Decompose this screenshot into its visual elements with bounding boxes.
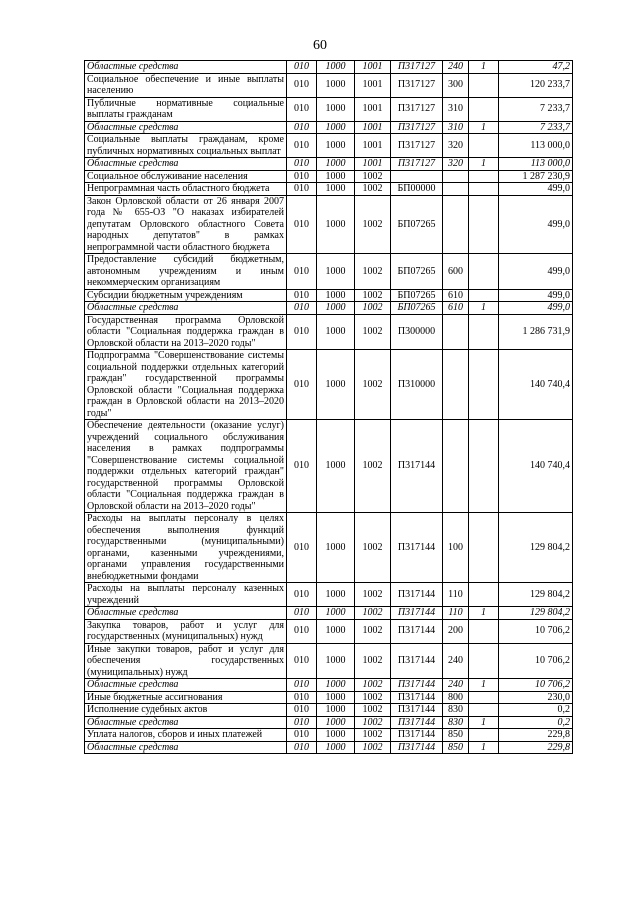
page-number: 60 [313, 38, 327, 53]
expense-type-code: 830 [443, 704, 469, 717]
subsection-code: 1002 [355, 314, 391, 350]
amount: 499,0 [499, 289, 573, 302]
amount: 10 706,2 [499, 679, 573, 692]
section-code: 1000 [317, 254, 355, 290]
amount: 229,8 [499, 729, 573, 742]
subsection-code: 1001 [355, 97, 391, 121]
expense-type-code: 320 [443, 134, 469, 158]
funding-source-code: 1 [469, 121, 499, 134]
row-name: Закупка товаров, работ и услуг для государственных (муниципальных) нужд [85, 619, 287, 643]
section-code: 1000 [317, 691, 355, 704]
subsection-code: 1002 [355, 513, 391, 583]
target-article-code: П317127 [391, 97, 443, 121]
section-code: 1000 [317, 607, 355, 620]
admin-code: 010 [287, 716, 317, 729]
target-article-code: БП07265 [391, 289, 443, 302]
row-name: Подпрограмма "Совершенствование системы социальной поддержки отдельных категорий граждан" государственной программы Орловской области "Социальная поддержка граждан в Орловской области на 2013–2020 годы" [85, 350, 287, 420]
section-code: 1000 [317, 195, 355, 254]
row-name: Уплата налогов, сборов и иных платежей [85, 729, 287, 742]
subsection-code: 1002 [355, 302, 391, 315]
admin-code: 010 [287, 607, 317, 620]
amount: 230,0 [499, 691, 573, 704]
subsection-code: 1002 [355, 170, 391, 183]
expense-type-code [443, 170, 469, 183]
expense-type-code: 610 [443, 289, 469, 302]
target-article-code: П317144 [391, 643, 443, 679]
subsection-code: 1002 [355, 195, 391, 254]
table-row [85, 61, 573, 74]
table-row [85, 704, 573, 717]
section-code: 1000 [317, 716, 355, 729]
subsection-code: 1002 [355, 607, 391, 620]
admin-code: 010 [287, 679, 317, 692]
section-code: 1000 [317, 583, 355, 607]
section-code: 1000 [317, 121, 355, 134]
row-name: Областные средства [85, 302, 287, 315]
row-name: Областные средства [85, 741, 287, 754]
target-article-code: П317144 [391, 704, 443, 717]
subsection-code: 1001 [355, 134, 391, 158]
expense-type-code: 830 [443, 716, 469, 729]
subsection-code: 1002 [355, 583, 391, 607]
funding-source-code [469, 183, 499, 196]
table-row [85, 716, 573, 729]
row-name: Областные средства [85, 158, 287, 171]
subsection-code: 1002 [355, 716, 391, 729]
target-article-code: БП07265 [391, 254, 443, 290]
section-code: 1000 [317, 170, 355, 183]
section-code: 1000 [317, 302, 355, 315]
funding-source-code: 1 [469, 716, 499, 729]
amount: 10 706,2 [499, 619, 573, 643]
funding-source-code [469, 97, 499, 121]
admin-code: 010 [287, 97, 317, 121]
table-row [85, 513, 573, 583]
expense-type-code [443, 314, 469, 350]
target-article-code: П317144 [391, 679, 443, 692]
amount: 7 233,7 [499, 121, 573, 134]
row-name: Областные средства [85, 679, 287, 692]
row-name: Расходы на выплаты персоналу казенных учреждений [85, 583, 287, 607]
table-row [85, 183, 573, 196]
admin-code: 010 [287, 195, 317, 254]
target-article-code: П300000 [391, 314, 443, 350]
admin-code: 010 [287, 134, 317, 158]
table-row [85, 583, 573, 607]
table-row [85, 420, 573, 513]
funding-source-code [469, 691, 499, 704]
section-code: 1000 [317, 513, 355, 583]
target-article-code: П317127 [391, 61, 443, 74]
row-name: Областные средства [85, 607, 287, 620]
amount: 129 804,2 [499, 513, 573, 583]
target-article-code: БП00000 [391, 183, 443, 196]
row-name: Социальные выплаты гражданам, кроме публичных нормативных социальных выплат [85, 134, 287, 158]
funding-source-code [469, 704, 499, 717]
funding-source-code [469, 195, 499, 254]
target-article-code: П317144 [391, 607, 443, 620]
expense-type-code: 110 [443, 583, 469, 607]
subsection-code: 1002 [355, 679, 391, 692]
section-code: 1000 [317, 729, 355, 742]
expense-type-code [443, 183, 469, 196]
section-code: 1000 [317, 741, 355, 754]
admin-code: 010 [287, 643, 317, 679]
funding-source-code: 1 [469, 741, 499, 754]
amount: 120 233,7 [499, 73, 573, 97]
subsection-code: 1002 [355, 619, 391, 643]
admin-code: 010 [287, 158, 317, 171]
funding-source-code [469, 289, 499, 302]
table-row [85, 619, 573, 643]
funding-source-code [469, 729, 499, 742]
expense-type-code: 600 [443, 254, 469, 290]
table-row [85, 607, 573, 620]
table-row [85, 170, 573, 183]
amount: 499,0 [499, 302, 573, 315]
amount: 499,0 [499, 195, 573, 254]
subsection-code: 1002 [355, 350, 391, 420]
target-article-code [391, 170, 443, 183]
row-name: Обеспечение деятельности (оказание услуг) учреждений социального обслуживания населения в рамках подпрограммы "Совершенствование системы социальной поддержки отдельных категорий граждан" государственной программы Орловской области "Социальная поддержка граждан в Орловской области на 2013–2020 годы" [85, 420, 287, 513]
admin-code: 010 [287, 350, 317, 420]
amount: 129 804,2 [499, 607, 573, 620]
funding-source-code: 1 [469, 679, 499, 692]
amount: 229,8 [499, 741, 573, 754]
amount: 129 804,2 [499, 583, 573, 607]
row-name: Социальное обеспечение и иные выплаты населению [85, 73, 287, 97]
section-code: 1000 [317, 183, 355, 196]
expense-type-code [443, 420, 469, 513]
subsection-code: 1001 [355, 73, 391, 97]
target-article-code: П317127 [391, 121, 443, 134]
admin-code: 010 [287, 61, 317, 74]
table-row [85, 158, 573, 171]
section-code: 1000 [317, 679, 355, 692]
section-code: 1000 [317, 289, 355, 302]
amount: 0,2 [499, 716, 573, 729]
amount: 113 000,0 [499, 158, 573, 171]
target-article-code: БП07265 [391, 302, 443, 315]
admin-code: 010 [287, 741, 317, 754]
funding-source-code [469, 134, 499, 158]
funding-source-code [469, 643, 499, 679]
expense-type-code: 240 [443, 61, 469, 74]
subsection-code: 1002 [355, 420, 391, 513]
section-code: 1000 [317, 97, 355, 121]
section-code: 1000 [317, 158, 355, 171]
budget-table [84, 60, 573, 754]
section-code: 1000 [317, 619, 355, 643]
table-row [85, 97, 573, 121]
row-name: Иные закупки товаров, работ и услуг для обеспечения государственных (муниципальных) нужд [85, 643, 287, 679]
amount: 47,2 [499, 61, 573, 74]
expense-type-code: 100 [443, 513, 469, 583]
target-article-code: П317127 [391, 158, 443, 171]
funding-source-code [469, 420, 499, 513]
table-row [85, 691, 573, 704]
section-code: 1000 [317, 420, 355, 513]
subsection-code: 1002 [355, 643, 391, 679]
expense-type-code: 110 [443, 607, 469, 620]
funding-source-code: 1 [469, 302, 499, 315]
admin-code: 010 [287, 513, 317, 583]
expense-type-code: 850 [443, 729, 469, 742]
table-row [85, 643, 573, 679]
row-name: Иные бюджетные ассигнования [85, 691, 287, 704]
row-name: Расходы на выплаты персоналу в целях обеспечения выполнения функций государственными (муниципальными) органами, казенными учреждениями, органами управления государственными внебюджетными фондами [85, 513, 287, 583]
target-article-code: БП07265 [391, 195, 443, 254]
admin-code: 010 [287, 314, 317, 350]
table-row [85, 121, 573, 134]
table-row [85, 350, 573, 420]
row-name: Государственная программа Орловской области "Социальная поддержка граждан в Орловской области на 2013–2020 годы" [85, 314, 287, 350]
admin-code: 010 [287, 302, 317, 315]
amount: 140 740,4 [499, 350, 573, 420]
amount: 113 000,0 [499, 134, 573, 158]
expense-type-code: 200 [443, 619, 469, 643]
table-row [85, 729, 573, 742]
subsection-code: 1002 [355, 691, 391, 704]
target-article-code: П317144 [391, 729, 443, 742]
expense-type-code: 850 [443, 741, 469, 754]
admin-code: 010 [287, 254, 317, 290]
expense-type-code: 310 [443, 121, 469, 134]
expense-type-code: 240 [443, 679, 469, 692]
admin-code: 010 [287, 704, 317, 717]
target-article-code: П317127 [391, 134, 443, 158]
row-name: Областные средства [85, 121, 287, 134]
funding-source-code [469, 619, 499, 643]
table-row [85, 302, 573, 315]
target-article-code: П317144 [391, 420, 443, 513]
expense-type-code [443, 195, 469, 254]
subsection-code: 1002 [355, 183, 391, 196]
funding-source-code [469, 350, 499, 420]
funding-source-code [469, 73, 499, 97]
expense-type-code: 320 [443, 158, 469, 171]
target-article-code: П317127 [391, 73, 443, 97]
subsection-code: 1002 [355, 741, 391, 754]
admin-code: 010 [287, 170, 317, 183]
admin-code: 010 [287, 183, 317, 196]
funding-source-code [469, 314, 499, 350]
amount: 0,2 [499, 704, 573, 717]
amount: 7 233,7 [499, 97, 573, 121]
expense-type-code: 310 [443, 97, 469, 121]
subsection-code: 1001 [355, 158, 391, 171]
subsection-code: 1002 [355, 289, 391, 302]
funding-source-code [469, 513, 499, 583]
admin-code: 010 [287, 121, 317, 134]
expense-type-code: 610 [443, 302, 469, 315]
section-code: 1000 [317, 134, 355, 158]
subsection-code: 1001 [355, 61, 391, 74]
expense-type-code: 300 [443, 73, 469, 97]
admin-code: 010 [287, 73, 317, 97]
amount: 10 706,2 [499, 643, 573, 679]
target-article-code: П317144 [391, 741, 443, 754]
funding-source-code: 1 [469, 61, 499, 74]
target-article-code: П317144 [391, 716, 443, 729]
row-name: Непрограммная часть областного бюджета [85, 183, 287, 196]
row-name: Исполнение судебных актов [85, 704, 287, 717]
target-article-code: П317144 [391, 691, 443, 704]
target-article-code: П317144 [391, 619, 443, 643]
row-name: Публичные нормативные социальные выплаты гражданам [85, 97, 287, 121]
table-row [85, 679, 573, 692]
expense-type-code: 240 [443, 643, 469, 679]
target-article-code: П317144 [391, 513, 443, 583]
table-row [85, 134, 573, 158]
table-row [85, 741, 573, 754]
subsection-code: 1002 [355, 704, 391, 717]
row-name: Областные средства [85, 716, 287, 729]
table-row [85, 289, 573, 302]
subsection-code: 1002 [355, 254, 391, 290]
table-row [85, 314, 573, 350]
section-code: 1000 [317, 314, 355, 350]
amount: 499,0 [499, 183, 573, 196]
row-name: Закон Орловской области от 26 января 2007 года № 655-ОЗ "О наказах избирателей депутатам Орловского областного Совета народных депутатов" в рамках непрограммной части областного бюджета [85, 195, 287, 254]
amount: 1 286 731,9 [499, 314, 573, 350]
expense-type-code: 800 [443, 691, 469, 704]
admin-code: 010 [287, 619, 317, 643]
section-code: 1000 [317, 61, 355, 74]
section-code: 1000 [317, 73, 355, 97]
section-code: 1000 [317, 643, 355, 679]
section-code: 1000 [317, 704, 355, 717]
funding-source-code [469, 583, 499, 607]
target-article-code: П317144 [391, 583, 443, 607]
section-code: 1000 [317, 350, 355, 420]
amount: 1 287 230,9 [499, 170, 573, 183]
row-name: Областные средства [85, 61, 287, 74]
row-name: Социальное обслуживание населения [85, 170, 287, 183]
table-body [85, 61, 573, 754]
subsection-code: 1002 [355, 729, 391, 742]
admin-code: 010 [287, 691, 317, 704]
target-article-code: П310000 [391, 350, 443, 420]
funding-source-code [469, 254, 499, 290]
table-row [85, 73, 573, 97]
admin-code: 010 [287, 583, 317, 607]
table-row [85, 254, 573, 290]
table-row [85, 195, 573, 254]
subsection-code: 1001 [355, 121, 391, 134]
admin-code: 010 [287, 729, 317, 742]
admin-code: 010 [287, 289, 317, 302]
amount: 499,0 [499, 254, 573, 290]
admin-code: 010 [287, 420, 317, 513]
funding-source-code: 1 [469, 158, 499, 171]
amount: 140 740,4 [499, 420, 573, 513]
funding-source-code: 1 [469, 607, 499, 620]
funding-source-code [469, 170, 499, 183]
row-name: Субсидии бюджетным учреждениям [85, 289, 287, 302]
expense-type-code [443, 350, 469, 420]
row-name: Предоставление субсидий бюджетным, автономным учреждениям и иным некоммерческим организациям [85, 254, 287, 290]
